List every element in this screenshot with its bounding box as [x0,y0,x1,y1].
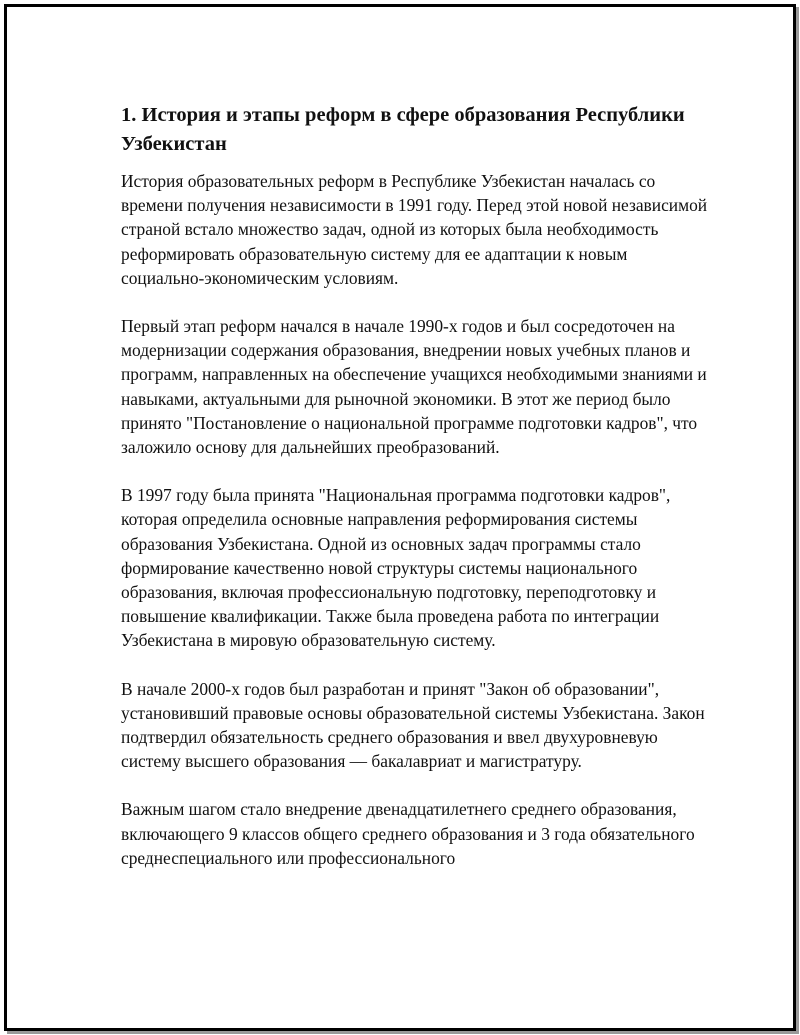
paragraph-first-stage: Первый этап реформ начался в начале 1990-х годов и был сосредоточен на модернизации содержания образования, внедрении новых учебных планов и программ, направленных на обеспечение учащихся необходимыми знаниями и навыками, актуальными для рыночной экономики. В этот же период было принято "Постановление о национальной программе подготовки кадров", что заложило основу для дальнейших преобразований. [121,316,707,458]
paragraph-education-law: В начале 2000-х годов был разработан и принят "Закон об образовании", установивший правовые основы образовательной системы Узбекистана. Закон подтвердил обязательность среднего образования и ввел двухуровневую систему высшего образования — бакалавриат и магистратуру. [121,678,705,772]
section-heading: 1. История и этапы реформ в сфере образования Республики Узбекистан [121,104,685,155]
paragraph-intro: История образовательных реформ в Республике Узбекистан началась со времени получения независимости в 1991 году. Перед этой новой независимой страной встало множество задач, одной из которых была необходимость реформировать образовательную систему для ее адаптации к новым социально-экономическим условиям. [121,171,708,288]
paragraph-twelve-year-education: Важным шагом стало внедрение двенадцатилетнего среднего образования, включающего 9 классов общего среднего образования и 3 года обязательного среднеспециального или профессионального [121,799,695,868]
document-page [4,4,796,1031]
paragraph-1997-program: В 1997 году была принята "Национальная программа подготовки кадров", которая определила основные направления реформирования системы образования Узбекистана. Одной из основных задач программы стало формирование качественно новой структуры системы национального образования, включая профессиональную подготовку, переподготовку и повышение квалификации. Также была проведена работа по интеграции Узбекистана в мировую образовательную систему. [121,485,671,651]
document-body [121,101,711,894]
